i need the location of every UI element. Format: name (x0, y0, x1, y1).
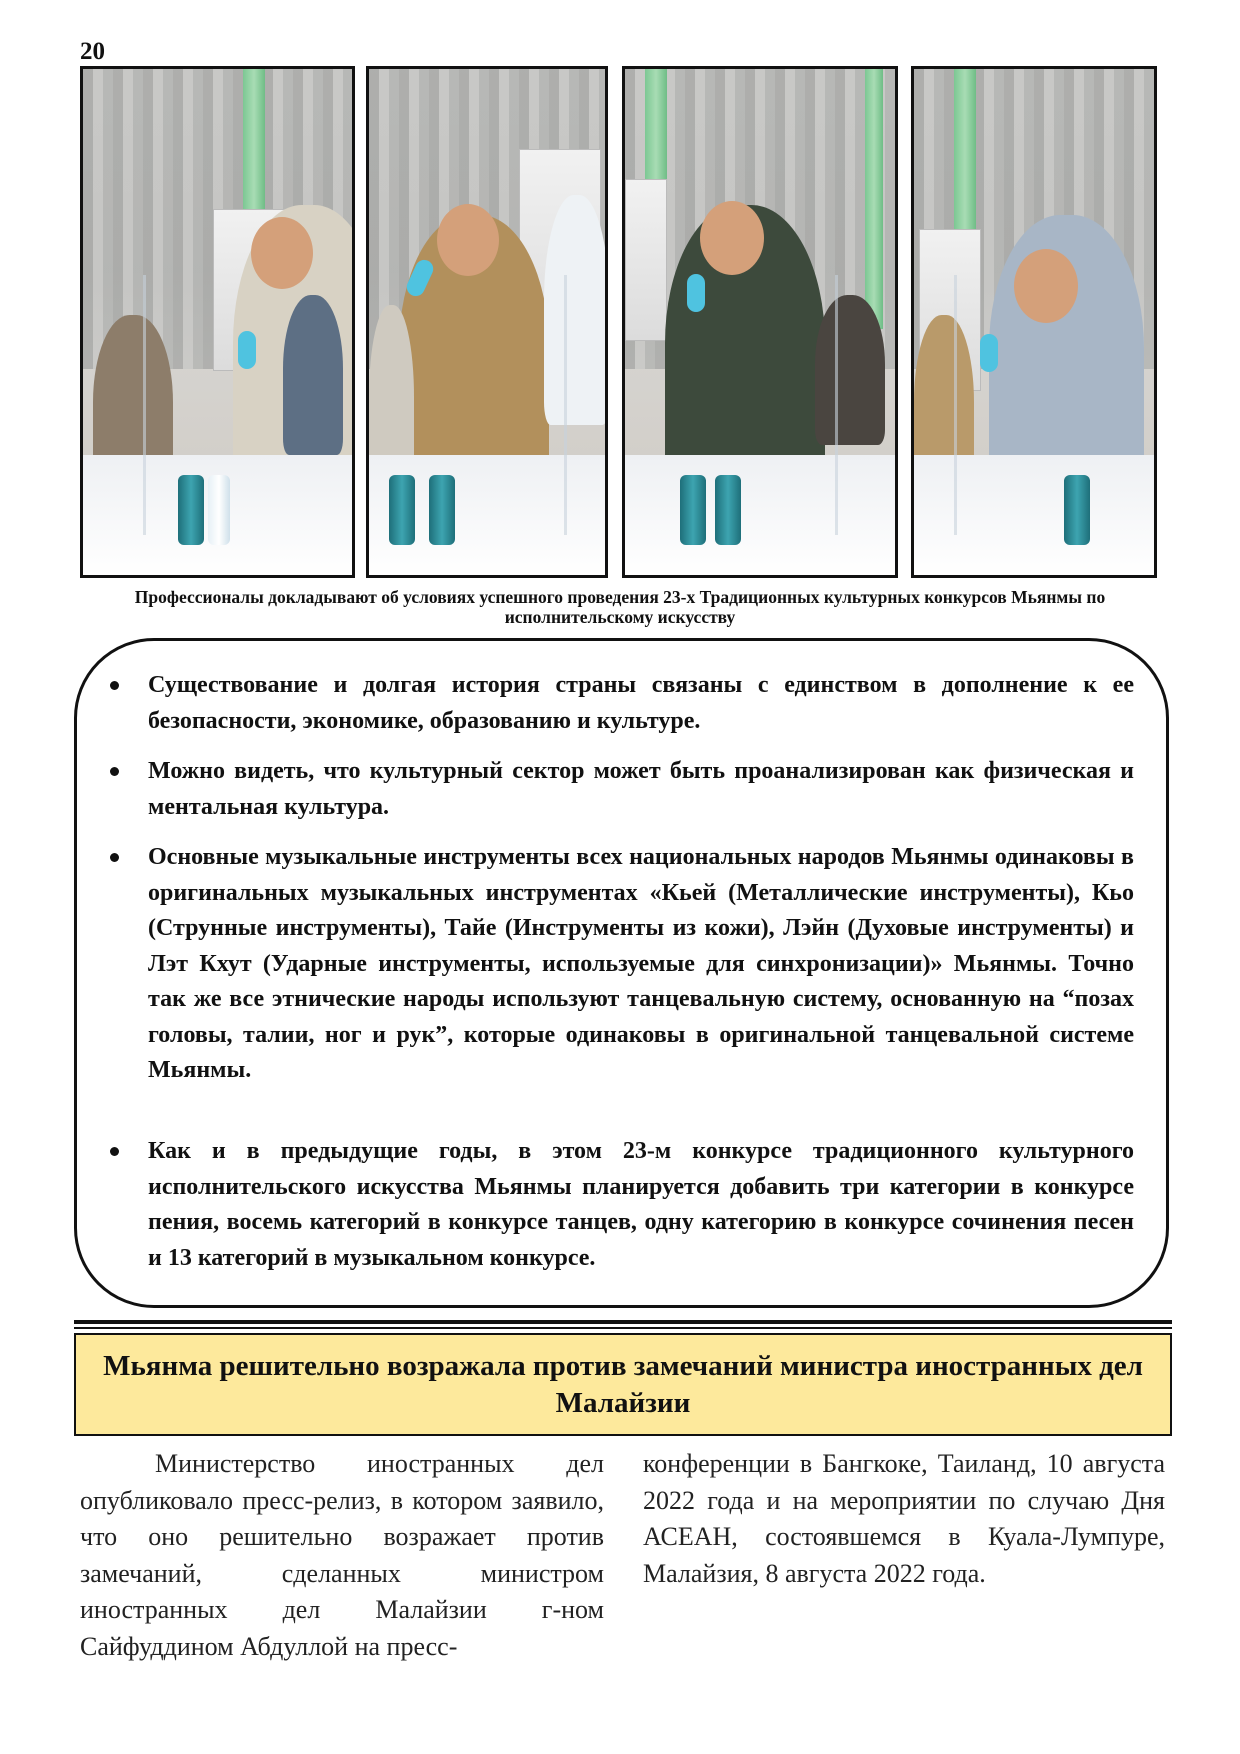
bullet-item: Можно видеть, что культурный сектор может быть проанализирован как физическая и ментальная культура. (104, 754, 1134, 825)
page-number: 20 (80, 38, 105, 65)
section-divider (74, 1320, 1172, 1324)
bullet-dot-icon (110, 853, 119, 862)
article-headline: Мьянма решительно возражала против замечаний министра иностранных дел Малайзии (103, 1349, 1143, 1419)
bullet-item: Основные музыкальные инструменты всех национальных народов Мьянмы одинаковы в оригинальных музыкальных инструментах «Кьей (Металлические инструменты), Кьо (Струнные инструменты), Тайе (Инструменты из кожи), Лэйн (Духовые инструменты) и Лэт Кхут (Ударные инструменты, используемые для синхронизации)» Мьянмы. Точно так же все этнические народы используют танцевальную систему, основанную на “позах головы, талии, ног и рук”, которые одинаковы в оригинальной танцевальной системе Мьянмы. (104, 840, 1134, 1089)
photo-speaker-4 (911, 66, 1157, 578)
photo-speaker-3 (622, 66, 898, 578)
bullet-item: Существование и долгая история страны связаны с единством в дополнение к ее безопасности, экономике, образованию и культуре. (104, 668, 1134, 739)
photo-speaker-1 (80, 66, 355, 578)
bullet-dot-icon (110, 681, 119, 690)
article-headline-box (74, 1333, 1172, 1436)
bullet-item: Как и в предыдущие годы, в этом 23-м конкурсе традиционного культурного исполнительского искусства Мьянмы планируется добавить три категории в конкурсе пения, восемь категорий в конкурсе танцев, одну категорию в конкурсе сочинения песен и 13 категорий в музыкальном конкурсе. (104, 1134, 1134, 1276)
photo-speaker-2 (366, 66, 608, 578)
bullet-dot-icon (110, 767, 119, 776)
bullet-dot-icon (110, 1147, 119, 1156)
article-column-left: Министерство иностранных дел опубликовало пресс-релиз, в котором заявило, что оно решительно возражает против замечаний, сделанных министром иностранных дел Малайзии г-ном Сайфуддином Абдуллой на пресс- (80, 1449, 604, 1661)
article-column-right: конференции в Бангкоке, Таиланд, 10 августа 2022 года и на мероприятии по случаю Дня АСЕАН, состоявшемся в Куала-Лумпуре, Малайзия, 8 августа 2022 года. (643, 1449, 1165, 1588)
photo-caption: Профессионалы докладывают об условиях успешного проведения 23-х Традиционных культурных конкурсов Мьянмы по исполнительскому искусству (134, 587, 1106, 627)
section-divider-thin (74, 1327, 1172, 1329)
